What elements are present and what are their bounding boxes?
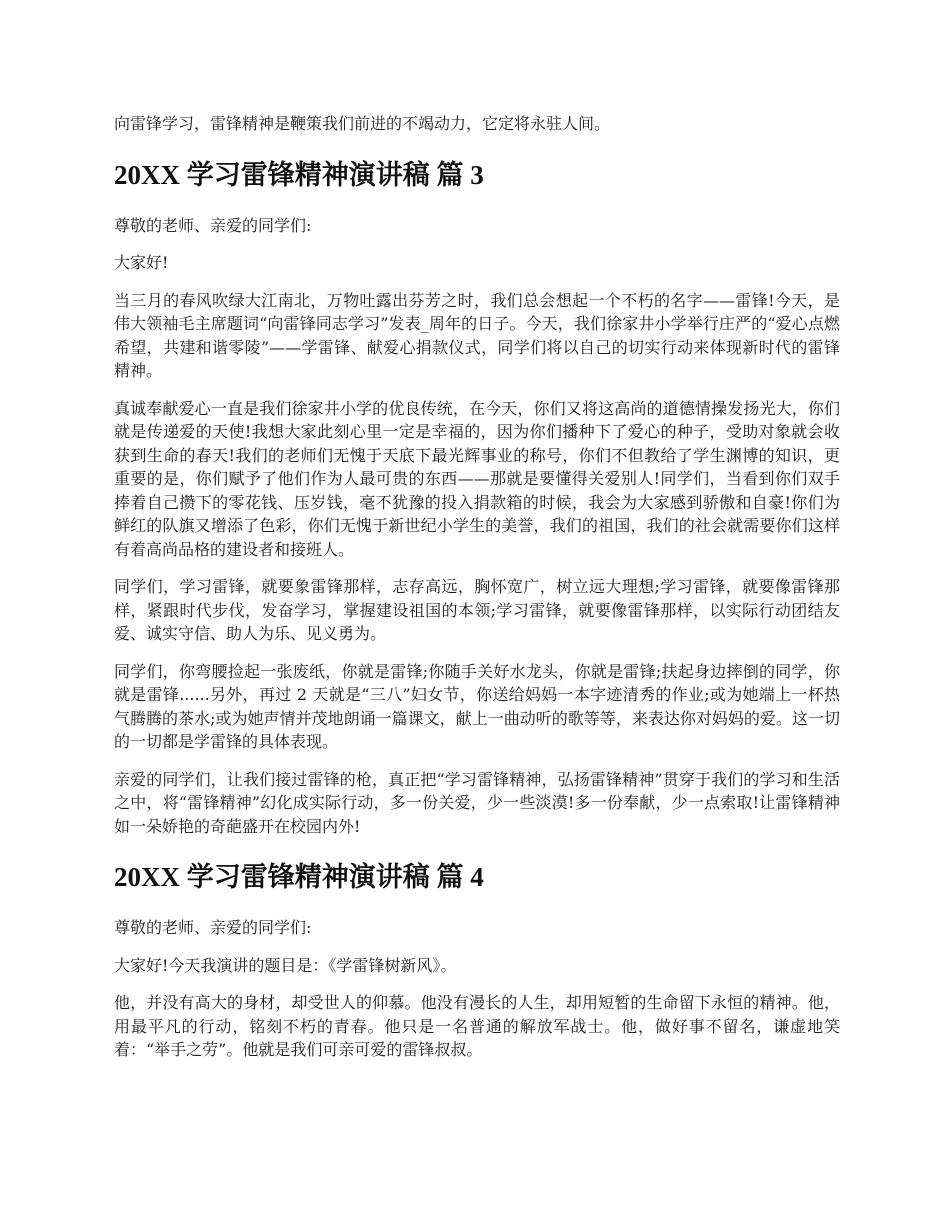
section-3-paragraph: 真诚奉献爱心一直是我们徐家井小学的优良传统，在今天，你们又将这高尚的道德情操发扬光大，你们就是传递爱的天使!我想大家此刻心里一定是幸福的，因为你们播种下了爱心的种子，受助对象就会收获到生命的春天!我们的老师们无愧于天底下最光辉事业的称号，你们不但教给了学生渊博的知识，更重要的是，你们赋予了他们作为人最可贵的东西——那就是要懂得关爱别人!同学们，当看到你们双手捧着自己攒下的零花钱、压岁钱，毫不犹豫的投入捐款箱的时候，我会为大家感到骄傲和自豪!你们为鲜红的队旗又增添了色彩，你们无愧于新世纪小学生的美誉，我们的祖国，我们的社会就需要你们这样有着高尚品格的建设者和接班人。 — [114, 398, 840, 559]
section-3-greeting: 大家好! — [114, 253, 169, 272]
section-3-paragraph: 同学们，学习雷锋，就要象雷锋那样，志存高远，胸怀宽广，树立远大理想;学习雷锋，就要像雷锋那样，紧跟时代步伐，发奋学习，掌握建设祖国的本领;学习雷锋，就要像雷锋那样，以实际行动团结友爱、诚实守信、助人为乐、见义勇为。 — [114, 577, 840, 643]
section-4-heading: 20XX 学习雷锋精神演讲稿 篇 4 — [114, 862, 484, 892]
section-3-salutation: 尊敬的老师、亲爱的同学们: — [114, 215, 312, 235]
section-4-greeting: 大家好!今天我演讲的题目是：《学雷锋树新风》。 — [114, 955, 457, 975]
section-4-paragraph: 他，并没有高大的身材，却受世人的仰慕。他没有漫长的人生，却用短暂的生命留下永恒的精神。他，用最平凡的行动，铭刻不朽的青春。他只是一名普通的解放军战士。他，做好事不留名，谦虚地笑着：“举手之劳”。他就是我们可亲可爱的雷锋叔叔。 — [114, 993, 840, 1059]
section-4-salutation: 尊敬的老师、亲爱的同学们: — [114, 918, 312, 937]
section-3-paragraph: 同学们，你弯腰捡起一张废纸，你就是雷锋;你随手关好水龙头，你就是雷锋;扶起身边摔倒的同学，你就是雷锋......另外，再过 2 天就是“三八”妇女节，你送给妈妈一本字迹清秀的作业;或为她端上一杯热气腾腾的茶水;或为她声情并茂地朗诵一篇课文，献上一曲动听的歌等等，来表达你对妈妈的爱。这一切的一切都是学雷锋的具体表现。 — [114, 661, 840, 751]
section-3-paragraph: 亲爱的同学们，让我们接过雷锋的枪，真正把“学习雷锋精神，弘扬雷锋精神”贯穿于我们的学习和生活之中，将“雷锋精神”幻化成实际行动，多一份关爱，少一些淡漠!多一份奉献，少一点索取!让雷锋精神如一朵娇艳的奇葩盛开在校园内外! — [114, 769, 840, 836]
section-3-heading: 20XX 学习雷锋精神演讲稿 篇 3 — [114, 159, 484, 190]
intro-tail-paragraph: 向雷锋学习，雷锋精神是鞭策我们前进的不竭动力，它定将永驻人间。 — [114, 114, 611, 133]
document-page — [114, 112, 840, 1062]
section-3-paragraph: 当三月的春风吹绿大江南北，万物吐露出芬芳之时，我们总会想起一个不朽的名字——雷锋!今天，是伟大领袖毛主席题词“向雷锋同志学习”发表_周年的日子。今天，我们徐家井小学举行庄严的“爱心点燃希望，共建和谐零陵”——学雷锋、献爱心捐款仪式，同学们将以自己的切实行动来体现新时代的雷锋精神。 — [114, 290, 840, 380]
